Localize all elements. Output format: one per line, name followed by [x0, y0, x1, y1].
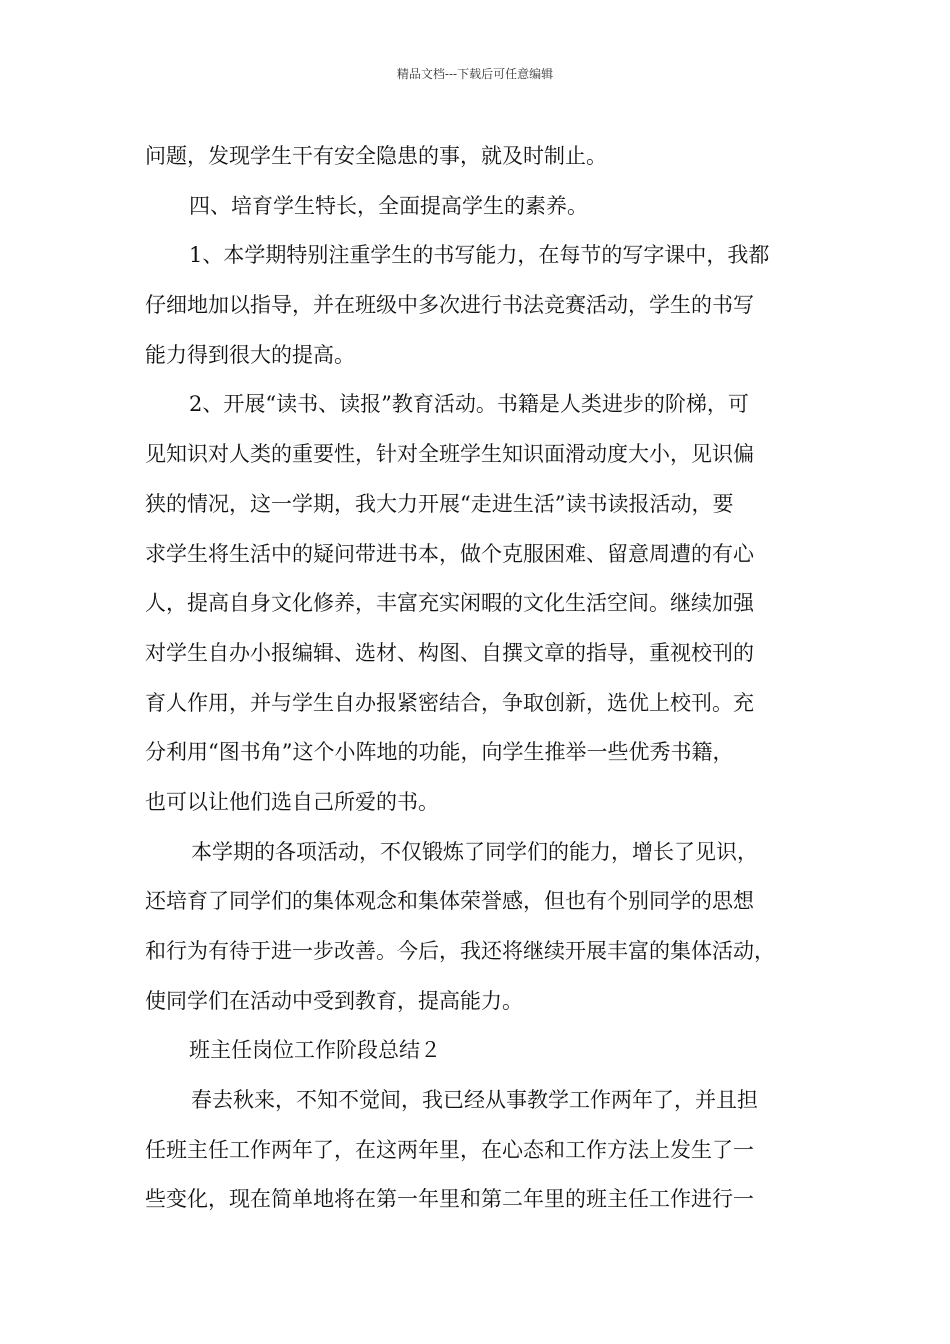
text-line: 还培育了同学们的集体观念和集体荣誉感，但也有个别同学的思想 [145, 889, 754, 914]
text-line: 求学生将生活中的疑问带进书本，做个克服困难、留意周遭的有心 [145, 541, 754, 566]
text-line: 和行为有待于进一步改善。今后，我还将继续开展丰富的集体活动， [145, 939, 775, 963]
text-line: 见知识对人类的重要性，针对全班学生知识面滑动度大小，见识偏 [145, 442, 754, 467]
text-line: 些变化，现在简单地将在第一年里和第二年里的班主任工作进行一 [145, 1187, 754, 1212]
text-line: 育人作用，并与学生自办报紧密结合，争取创新，选优上校刊。充 [145, 690, 754, 715]
text-line: 也可以让他们选自己所爱的书。 [145, 789, 439, 814]
text-line: 春去秋来，不知不觉间，我已经从事教学工作两年了，并且担 [191, 1088, 758, 1113]
page-header: 精品文档---下载后可任意编辑 [396, 67, 554, 81]
text-line: 2、开展“读书、读报”教育活动。书籍是人类进步的阶梯，可 [189, 392, 749, 417]
text-line: 仔细地加以指导，并在班级中多次进行书法竞赛活动，学生的书写 [145, 293, 754, 318]
document-body [145, 132, 825, 1225]
text-line: 本学期的各项活动，不仅锻炼了同学们的能力，增长了见识， [191, 839, 758, 864]
text-line: 狭的情况，这一学期，我大力开展“走进生活”读书读报活动，要 [145, 491, 734, 516]
text-line: 问题，发现学生干有安全隐患的事，就及时制止。 [145, 144, 607, 168]
text-line: 1、本学期特别注重学生的书写能力，在每节的写字课中，我都 [189, 243, 770, 268]
text-line: 使同学们在活动中受到教育，提高能力。 [145, 988, 523, 1013]
text-line: 分利用“图书角”这个小阵地的功能，向学生推举一些优秀书籍， [145, 740, 734, 765]
text-line: 人，提高自身文化修养，丰富充实闲暇的文化生活空间。继续加强 [145, 591, 754, 616]
section-heading: 四、培育学生特长，全面提高学生的素养。 [189, 193, 588, 218]
text-line: 对学生自办小报编辑、选材、构图、自撰文章的指导，重视校刊的 [145, 640, 754, 665]
text-line: 能力得到很大的提高。 [145, 342, 355, 367]
text-line: 任班主任工作两年了，在这两年里，在心态和工作方法上发生了一 [145, 1137, 754, 1162]
section-title: 班主任岗位工作阶段总结２ [189, 1038, 441, 1063]
